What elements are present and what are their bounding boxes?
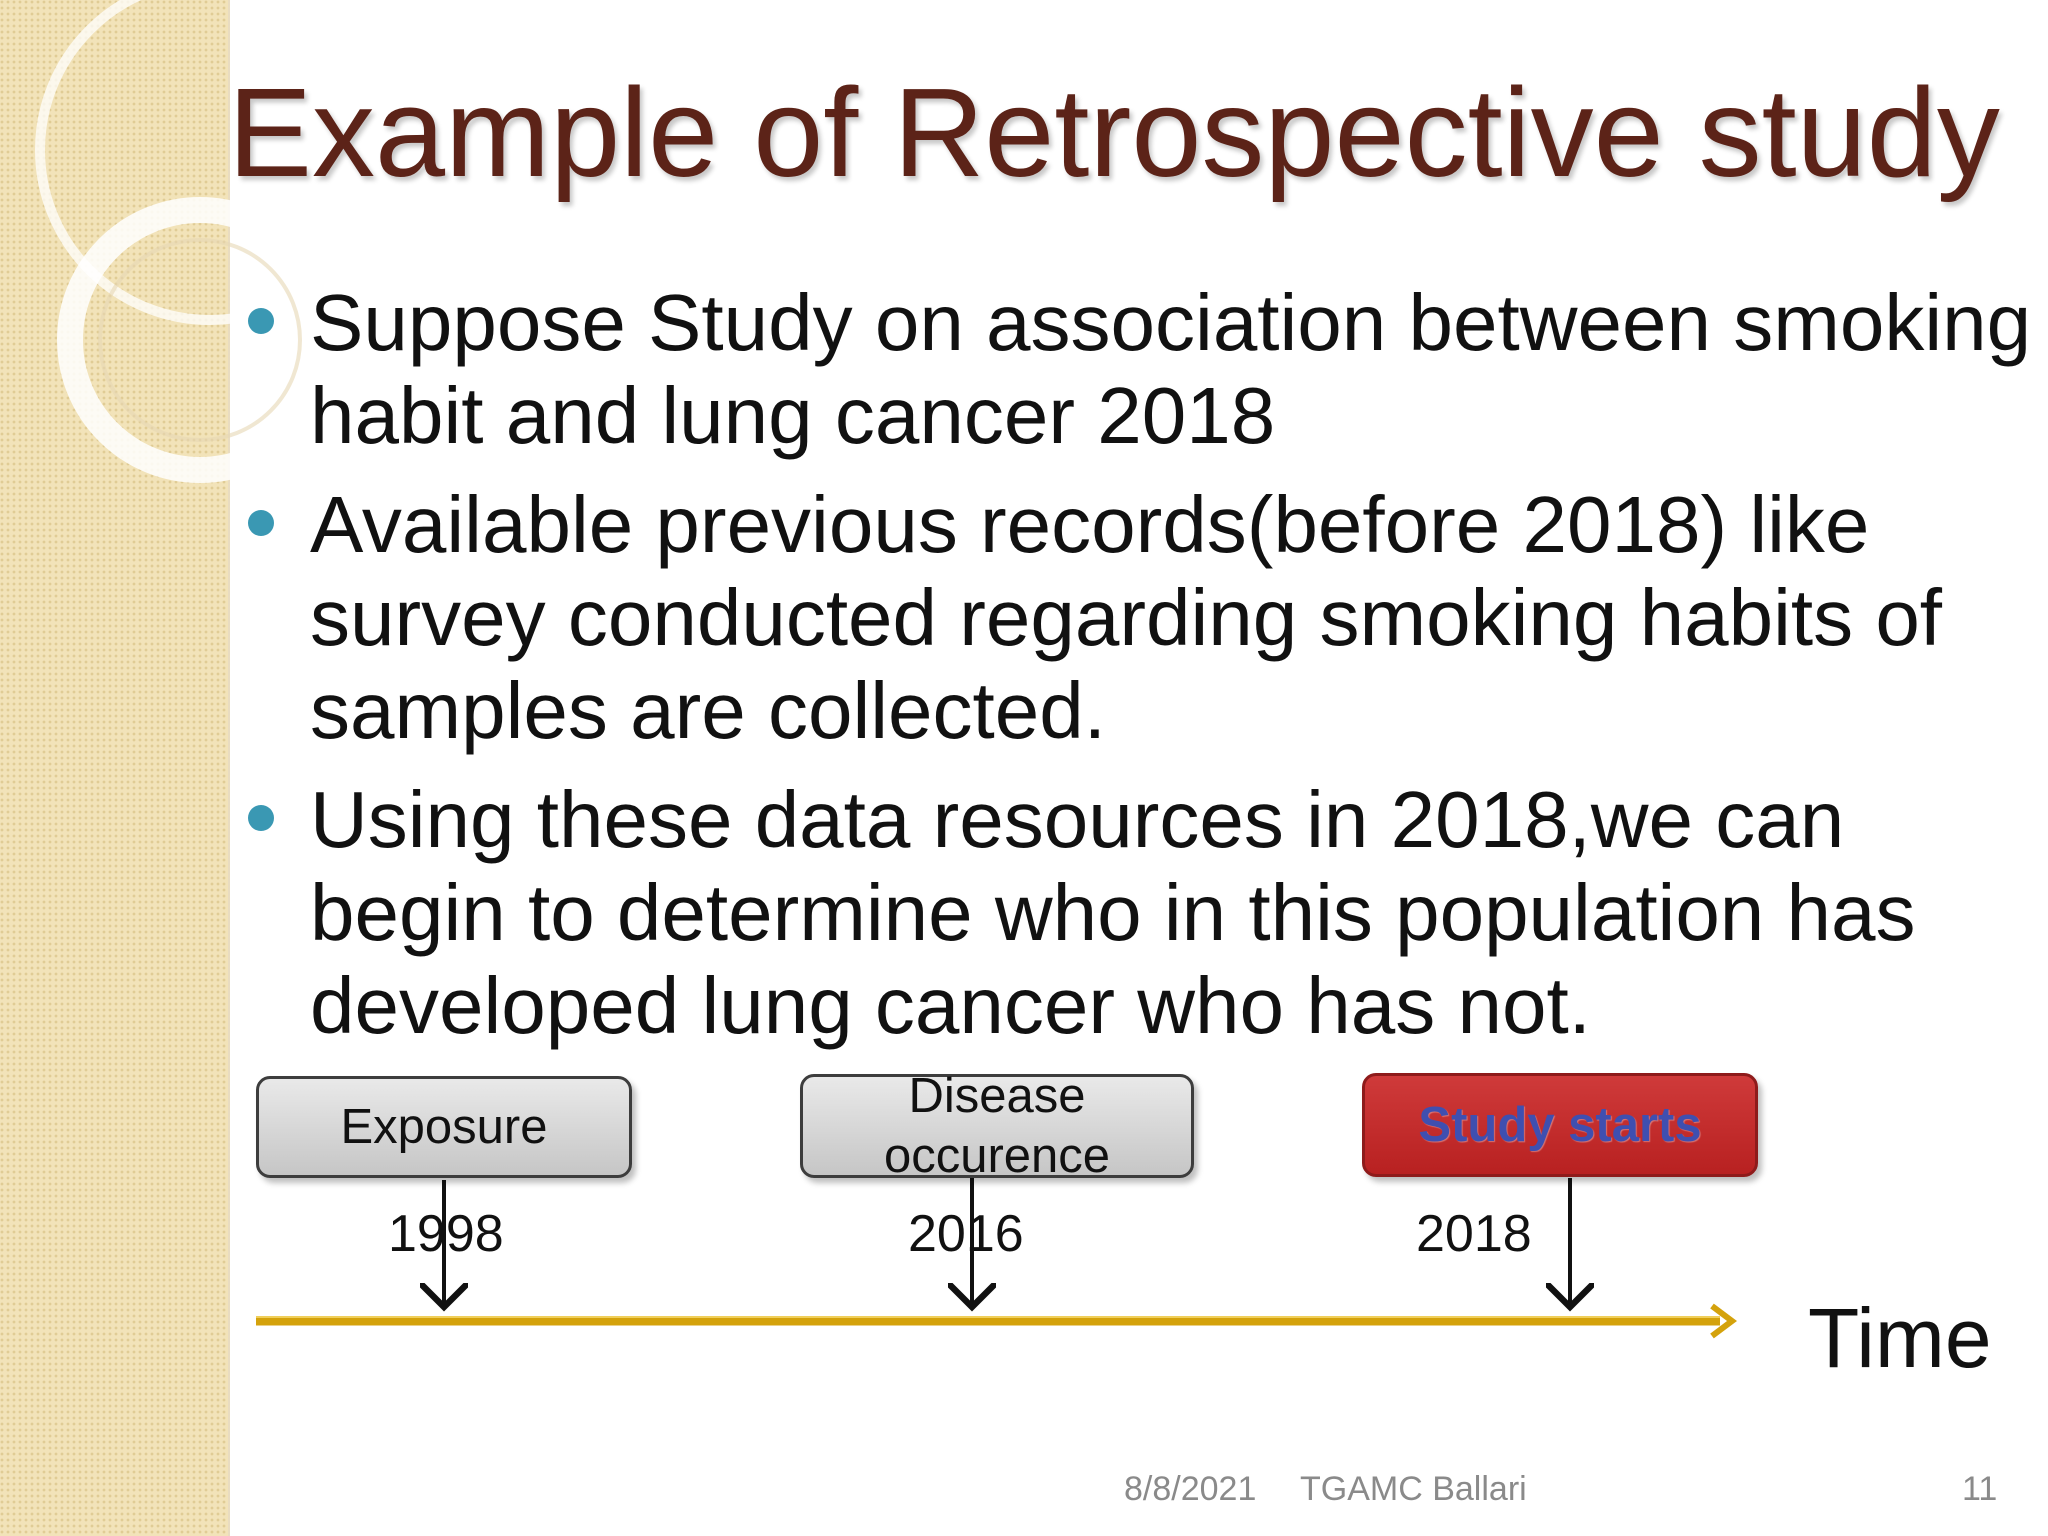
bullet-text: Suppose Study on association between smoking habit and lung cancer 2018 xyxy=(310,278,2032,460)
timeline-arrowhead-icon xyxy=(1712,1306,1732,1336)
bullet-dot-icon xyxy=(248,308,274,334)
slide-title: Example of Retrospective study xyxy=(228,62,2000,203)
bullet-item xyxy=(248,773,2048,1052)
bullet-dot-icon xyxy=(248,510,274,536)
disease-occurence-box xyxy=(800,1069,1194,1183)
bullet-dot-icon xyxy=(248,805,274,831)
study-starts-label: Study starts xyxy=(1418,1098,1702,1152)
bullet-text: Available previous records(before 2018) like survey conducted regarding smoking habits of samples are collected. xyxy=(310,480,1943,755)
exposure-label: Exposure xyxy=(340,1100,548,1154)
year-label: 2018 xyxy=(1416,1205,1532,1263)
page-number: 11 xyxy=(1962,1470,1998,1508)
disease-occurence-label: Disease occurence xyxy=(883,1069,1111,1183)
bullet-item xyxy=(248,478,2048,757)
bullet-text: Using these data resources in 2018,we can begin to determine who in this population has developed lung cancer who has not. xyxy=(310,775,1916,1050)
footer-date: 8/8/2021 xyxy=(1124,1470,1257,1508)
decorative-side-panel xyxy=(0,0,230,1536)
time-axis-label: Time xyxy=(1808,1291,1992,1385)
bullet-list xyxy=(248,276,2048,1068)
year-label: 2016 xyxy=(908,1205,1024,1263)
year-label: 1998 xyxy=(388,1205,504,1263)
exposure-box xyxy=(256,1076,632,1178)
footer-org: TGAMC Ballari xyxy=(1300,1470,1527,1508)
bullet-item xyxy=(248,276,2048,462)
study-starts-box xyxy=(1362,1073,1758,1177)
